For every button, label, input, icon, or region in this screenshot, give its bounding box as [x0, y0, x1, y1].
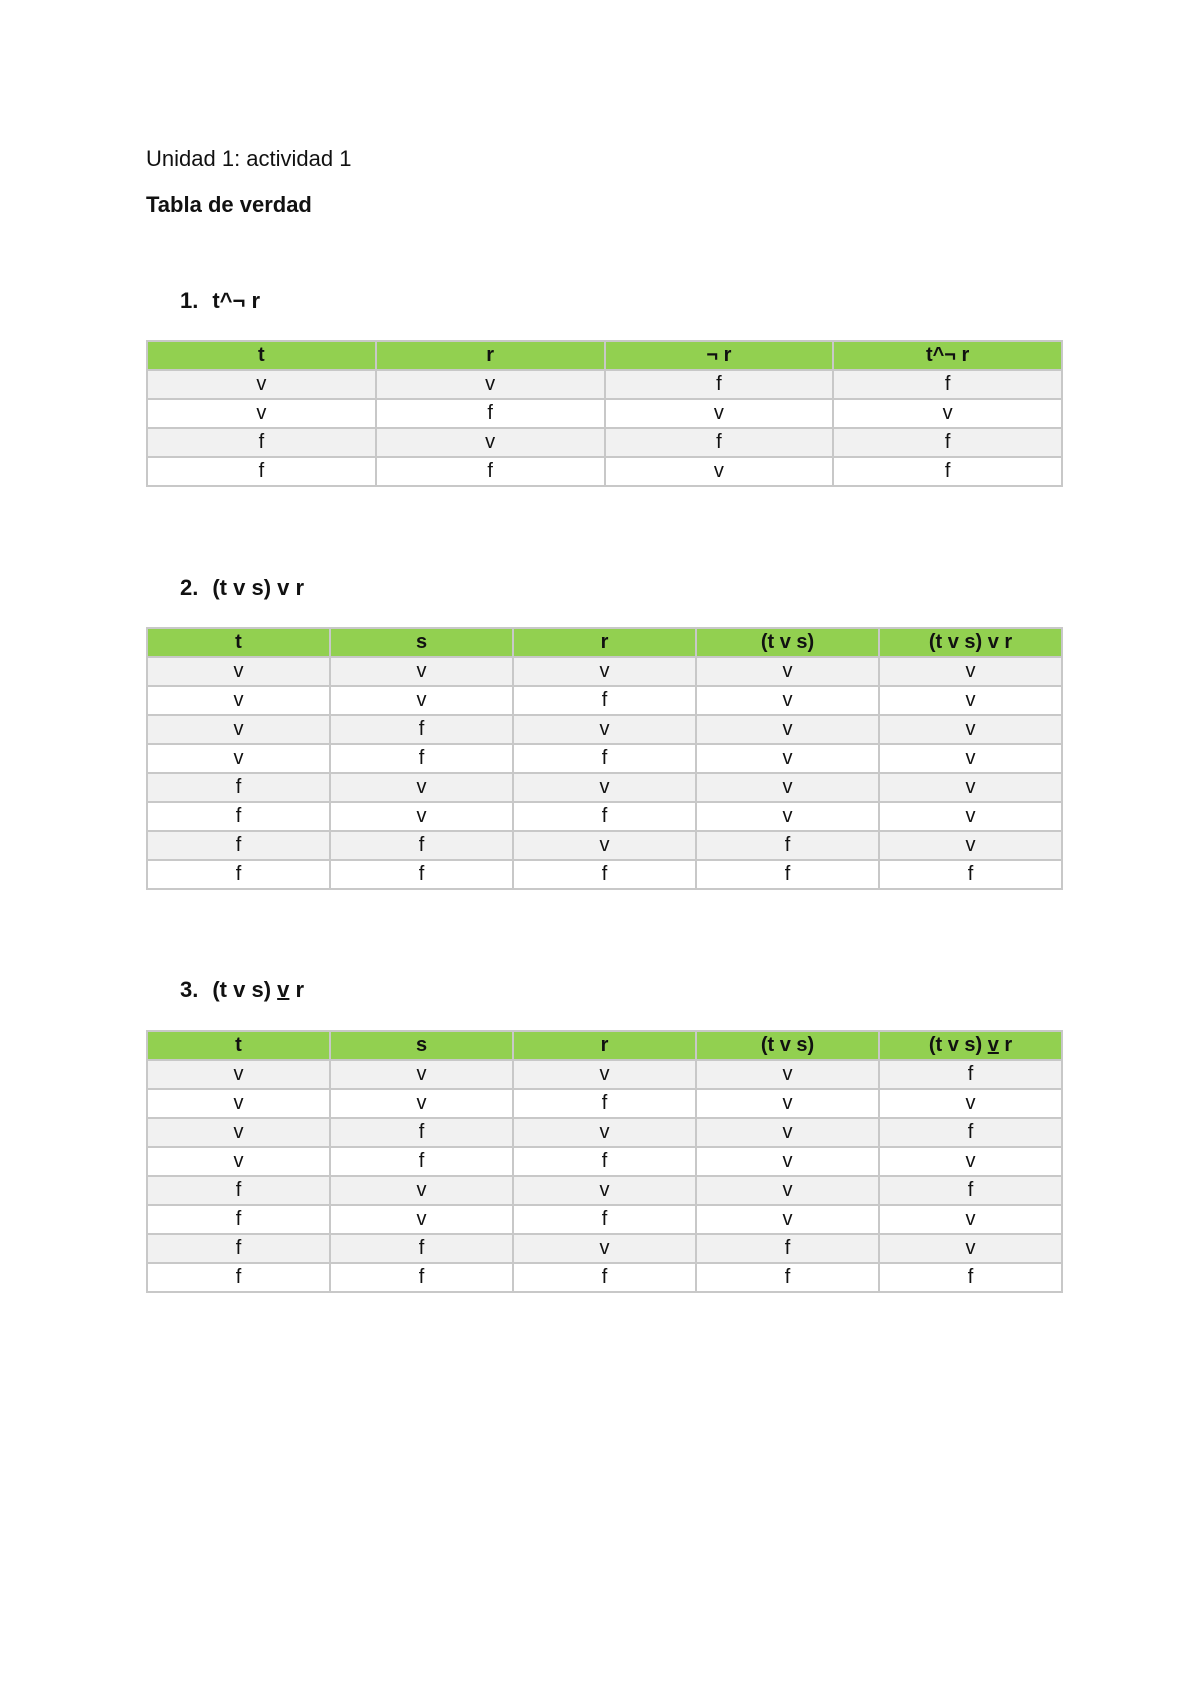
table-cell: v — [330, 802, 513, 831]
table-cell: f — [330, 1263, 513, 1292]
table-cell: f — [147, 428, 376, 457]
table-cell: v — [879, 802, 1062, 831]
column-header — [330, 1031, 513, 1060]
table-row — [147, 1147, 1062, 1176]
table-row — [147, 802, 1062, 831]
table-cell: f — [879, 1118, 1062, 1147]
table-row — [147, 1205, 1062, 1234]
section-number: 1. — [180, 288, 199, 313]
column-header — [879, 1031, 1062, 1060]
section-heading-3 — [180, 977, 304, 1003]
table-cell: v — [696, 657, 879, 686]
table-cell: v — [696, 1060, 879, 1089]
table-row — [147, 1089, 1062, 1118]
table-cell: v — [376, 428, 605, 457]
column-header-part: t^¬ r — [925, 344, 970, 366]
table-cell: v — [696, 1176, 879, 1205]
table-cell: v — [513, 715, 696, 744]
table-cell: v — [147, 399, 376, 428]
column-header — [605, 341, 834, 370]
table-cell: f — [513, 686, 696, 715]
table-cell: v — [330, 1089, 513, 1118]
table-cell: v — [879, 715, 1062, 744]
column-header — [147, 341, 376, 370]
table-cell: f — [513, 744, 696, 773]
truth-table-2 — [146, 627, 1063, 890]
page-title: Unidad 1: actividad 1 — [146, 146, 352, 171]
formula-part: t^¬ r — [212, 288, 261, 313]
table-cell: v — [376, 370, 605, 399]
table-cell: v — [879, 773, 1062, 802]
column-header-part: s — [415, 1034, 428, 1056]
table-cell: f — [513, 1263, 696, 1292]
table-cell: v — [513, 831, 696, 860]
table-cell: f — [147, 1176, 330, 1205]
section-formula — [212, 288, 260, 314]
table-cell: f — [147, 1263, 330, 1292]
table-cell: f — [879, 860, 1062, 889]
table-row — [147, 657, 1062, 686]
table-row — [147, 1060, 1062, 1089]
table-cell: f — [696, 860, 879, 889]
table-cell: v — [879, 831, 1062, 860]
table-cell: v — [330, 686, 513, 715]
table-cell: v — [513, 1234, 696, 1263]
truth-table-3 — [146, 1030, 1063, 1293]
column-header — [696, 1031, 879, 1060]
column-header — [330, 628, 513, 657]
table-row — [147, 773, 1062, 802]
table-cell: f — [147, 1234, 330, 1263]
table-cell: f — [147, 860, 330, 889]
table-row — [147, 1234, 1062, 1263]
formula-part: (t v s) — [212, 977, 278, 1002]
table-cell: v — [147, 715, 330, 744]
column-header — [147, 628, 330, 657]
table-cell: v — [696, 773, 879, 802]
table-cell: v — [147, 657, 330, 686]
table-cell: v — [696, 1205, 879, 1234]
formula-part: r — [289, 977, 305, 1002]
table-cell: f — [833, 457, 1062, 486]
table-row — [147, 686, 1062, 715]
table-cell: f — [513, 860, 696, 889]
table-cell: v — [696, 686, 879, 715]
table-cell: f — [147, 802, 330, 831]
table-cell: f — [513, 1089, 696, 1118]
table-row — [147, 831, 1062, 860]
table-cell: f — [696, 1263, 879, 1292]
table-cell: f — [147, 773, 330, 802]
table-cell: f — [330, 744, 513, 773]
table-cell: f — [147, 1205, 330, 1234]
table-cell: v — [513, 1060, 696, 1089]
column-header — [696, 628, 879, 657]
table-cell: v — [147, 370, 376, 399]
table-row — [147, 399, 1062, 428]
table-cell: v — [330, 657, 513, 686]
column-header-part: r — [600, 631, 609, 653]
table-cell: f — [513, 802, 696, 831]
document-subtitle: Tabla de verdad — [146, 192, 312, 217]
column-header — [833, 341, 1062, 370]
table-cell: v — [879, 1089, 1062, 1118]
table-row — [147, 715, 1062, 744]
table-cell: f — [605, 428, 834, 457]
table-cell: v — [513, 1176, 696, 1205]
table-cell: v — [696, 744, 879, 773]
table-cell: v — [330, 1176, 513, 1205]
table-cell: v — [879, 1147, 1062, 1176]
table-cell: v — [879, 744, 1062, 773]
table-cell: v — [147, 1089, 330, 1118]
column-header-part: r — [998, 1034, 1013, 1056]
column-header — [513, 1031, 696, 1060]
section-heading-2 — [180, 575, 304, 601]
table-cell: v — [833, 399, 1062, 428]
table-cell: v — [147, 1147, 330, 1176]
column-header — [513, 628, 696, 657]
column-header-part: s — [415, 631, 428, 653]
table-cell: f — [833, 428, 1062, 457]
table-cell: v — [330, 1060, 513, 1089]
column-header-part: t — [235, 1034, 242, 1056]
table-cell: v — [879, 1205, 1062, 1234]
table-cell: v — [879, 1234, 1062, 1263]
table-row — [147, 1118, 1062, 1147]
column-header-part: t — [258, 344, 265, 366]
table-cell: f — [833, 370, 1062, 399]
section-number: 3. — [180, 977, 199, 1002]
column-header-part: (t v s) — [760, 1034, 815, 1056]
table-cell: f — [330, 831, 513, 860]
table-cell: v — [696, 1118, 879, 1147]
table-cell: f — [696, 1234, 879, 1263]
table-cell: v — [605, 457, 834, 486]
table-row — [147, 370, 1062, 399]
table-cell: v — [147, 686, 330, 715]
table-cell: v — [513, 657, 696, 686]
section-formula — [212, 575, 304, 601]
table-cell: f — [879, 1176, 1062, 1205]
table-header-row — [147, 341, 1062, 370]
table-cell: f — [376, 457, 605, 486]
table-cell: v — [147, 1118, 330, 1147]
table-row — [147, 1263, 1062, 1292]
formula-part: (t v s) v r — [212, 575, 305, 600]
table-row — [147, 1176, 1062, 1205]
table-cell: f — [147, 831, 330, 860]
table-row — [147, 860, 1062, 889]
table-cell: v — [513, 1118, 696, 1147]
table-header-row — [147, 628, 1062, 657]
column-header-part: (t v s) — [760, 631, 815, 653]
section-number: 2. — [180, 575, 199, 600]
column-header — [376, 341, 605, 370]
table-cell: f — [513, 1205, 696, 1234]
table-cell: f — [330, 1118, 513, 1147]
column-header-part: (t v s) v r — [928, 631, 1013, 653]
table-cell: v — [696, 715, 879, 744]
column-header-operator-underlined: v — [987, 1034, 999, 1056]
table-cell: v — [330, 1205, 513, 1234]
table-cell: f — [605, 370, 834, 399]
column-header — [879, 628, 1062, 657]
table-cell: f — [696, 831, 879, 860]
table-cell: v — [147, 744, 330, 773]
table-cell: v — [330, 773, 513, 802]
table-cell: v — [513, 773, 696, 802]
table-cell: v — [696, 1089, 879, 1118]
table-cell: v — [696, 802, 879, 831]
truth-table-1 — [146, 340, 1063, 487]
column-header-part: r — [486, 344, 495, 366]
table-cell: f — [147, 457, 376, 486]
table-cell: f — [330, 1147, 513, 1176]
column-header-part: r — [600, 1034, 609, 1056]
section-formula — [212, 977, 304, 1003]
table-cell: v — [879, 657, 1062, 686]
table-cell: f — [879, 1060, 1062, 1089]
column-header-part: (t v s) — [928, 1034, 988, 1056]
table-cell: f — [330, 715, 513, 744]
table-cell: v — [879, 686, 1062, 715]
formula-operator-underlined: v — [277, 977, 290, 1002]
table-cell: f — [513, 1147, 696, 1176]
table-row — [147, 457, 1062, 486]
table-cell: f — [879, 1263, 1062, 1292]
table-cell: f — [330, 860, 513, 889]
column-header-part: t — [235, 631, 242, 653]
table-row — [147, 744, 1062, 773]
table-cell: f — [376, 399, 605, 428]
table-row — [147, 428, 1062, 457]
table-cell: v — [696, 1147, 879, 1176]
table-header-row — [147, 1031, 1062, 1060]
table-cell: v — [605, 399, 834, 428]
table-cell: f — [330, 1234, 513, 1263]
section-heading-1 — [180, 288, 260, 314]
column-header-part: ¬ r — [706, 344, 732, 366]
column-header — [147, 1031, 330, 1060]
table-cell: v — [147, 1060, 330, 1089]
